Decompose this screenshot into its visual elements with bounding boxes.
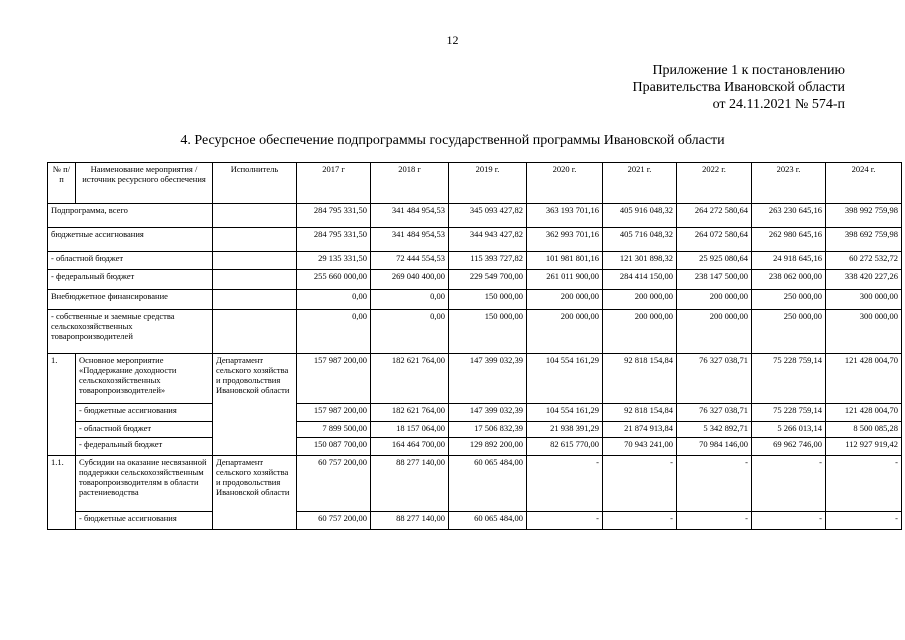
table-row: [48, 204, 902, 228]
table-header-row: [48, 163, 902, 204]
appendix-header: [633, 62, 845, 113]
cell-2024: 300 000,00: [826, 310, 902, 354]
header-2023: 2023 г.: [752, 163, 826, 204]
cell-2023: 238 062 000,00: [752, 270, 826, 290]
row-label: - бюджетные ассигнования: [76, 512, 213, 530]
resource-table: [47, 162, 902, 530]
cell-2024: 338 420 227,26: [826, 270, 902, 290]
cell-2024: 8 500 085,28: [826, 422, 902, 438]
cell-2024: 112 927 919,42: [826, 438, 902, 456]
table-row: [48, 310, 902, 354]
row-label: Подпрограмма, всего: [48, 204, 213, 228]
cell-2023: 250 000,00: [752, 310, 826, 354]
cell-2017: 60 757 200,00: [297, 512, 371, 530]
cell-2017: 284 795 331,50: [297, 228, 371, 252]
cell-2019: 344 943 427,82: [449, 228, 527, 252]
header-executor: Исполнитель: [213, 163, 297, 204]
row-label: - областной бюджет: [76, 422, 213, 438]
header-num: № п/п: [48, 163, 76, 204]
cell-2021: 92 818 154,84: [603, 404, 677, 422]
cell-2021: 405 916 048,32: [603, 204, 677, 228]
cell-2023: 69 962 746,00: [752, 438, 826, 456]
table-row: [48, 270, 902, 290]
cell-2022: 25 925 080,64: [677, 252, 752, 270]
table-row: [48, 438, 902, 456]
header-2018: 2018 г: [371, 163, 449, 204]
cell-2023: 5 266 013,14: [752, 422, 826, 438]
cell-2022: 200 000,00: [677, 310, 752, 354]
cell-2018: 182 621 764,00: [371, 404, 449, 422]
cell-2018: 341 484 954,53: [371, 204, 449, 228]
cell-2018: 269 040 400,00: [371, 270, 449, 290]
cell-2020: 200 000,00: [527, 290, 603, 310]
cell-2018: 182 621 764,00: [371, 354, 449, 404]
cell-2022: 76 327 038,71: [677, 354, 752, 404]
item-executor: Департамент сельского хозяйства и продовольствия Ивановской области: [213, 354, 297, 456]
header-2017: 2017 г: [297, 163, 371, 204]
cell-2017: 60 757 200,00: [297, 456, 371, 512]
header-2019: 2019 г.: [449, 163, 527, 204]
cell-2021: -: [603, 456, 677, 512]
cell-2022: 200 000,00: [677, 290, 752, 310]
cell-2023: 75 228 759,14: [752, 404, 826, 422]
cell-2020: 362 993 701,16: [527, 228, 603, 252]
cell-2018: 72 444 554,53: [371, 252, 449, 270]
cell-2020: 363 193 701,16: [527, 204, 603, 228]
cell-2023: -: [752, 456, 826, 512]
cell-2019: 150 000,00: [449, 310, 527, 354]
row-label: - федеральный бюджет: [76, 438, 213, 456]
row-label: - собственные и заемные средства сельскохозяйственных товаропроизводителей: [48, 310, 213, 354]
row-label: Внебюджетное финансирование: [48, 290, 213, 310]
cell-2023: 263 230 645,16: [752, 204, 826, 228]
cell-2017: 150 087 700,00: [297, 438, 371, 456]
cell-2022: -: [677, 512, 752, 530]
appendix-line-3: от 24.11.2021 № 574-п: [712, 97, 845, 112]
cell-2022: 264 072 580,64: [677, 228, 752, 252]
cell-2024: 121 428 004,70: [826, 354, 902, 404]
cell-2019: 115 393 727,82: [449, 252, 527, 270]
cell-2021: 92 818 154,84: [603, 354, 677, 404]
cell-2021: 200 000,00: [603, 290, 677, 310]
item-number: 1.: [48, 354, 76, 456]
table-row: [48, 354, 902, 404]
cell-2024: -: [826, 456, 902, 512]
cell-2019: 17 506 832,39: [449, 422, 527, 438]
table-row: [48, 404, 902, 422]
row-label: - областной бюджет: [48, 252, 213, 270]
cell-2018: 0,00: [371, 310, 449, 354]
cell-2019: 60 065 484,00: [449, 456, 527, 512]
cell-2021: 200 000,00: [603, 310, 677, 354]
header-2020: 2020 г.: [527, 163, 603, 204]
cell-2024: 300 000,00: [826, 290, 902, 310]
cell-2020: 101 981 801,16: [527, 252, 603, 270]
cell-2024: 398 992 759,98: [826, 204, 902, 228]
cell-2020: 104 554 161,29: [527, 354, 603, 404]
cell-2023: 250 000,00: [752, 290, 826, 310]
cell-2022: 70 984 146,00: [677, 438, 752, 456]
cell-2018: 164 464 700,00: [371, 438, 449, 456]
cell-2021: 284 414 150,00: [603, 270, 677, 290]
cell-2022: 238 147 500,00: [677, 270, 752, 290]
header-2022: 2022 г.: [677, 163, 752, 204]
cell-2019: 150 000,00: [449, 290, 527, 310]
table-row: [48, 422, 902, 438]
table-row: [48, 252, 902, 270]
cell-2020: -: [527, 456, 603, 512]
cell-2023: 75 228 759,14: [752, 354, 826, 404]
header-2024: 2024 г.: [826, 163, 902, 204]
cell-2023: -: [752, 512, 826, 530]
cell-2017: 284 795 331,50: [297, 204, 371, 228]
table-row: [48, 456, 902, 512]
item-executor: Департамент сельского хозяйства и продовольствия Ивановской области: [213, 456, 297, 530]
appendix-line-1: Приложение 1 к постановлению: [652, 63, 845, 78]
table-row: [48, 290, 902, 310]
cell-2017: 157 987 200,00: [297, 354, 371, 404]
cell-2020: 261 011 900,00: [527, 270, 603, 290]
table-row: [48, 512, 902, 530]
cell-2020: 82 615 770,00: [527, 438, 603, 456]
cell-2019: 60 065 484,00: [449, 512, 527, 530]
cell-2021: 121 301 898,32: [603, 252, 677, 270]
cell-2017: 157 987 200,00: [297, 404, 371, 422]
document-title: 4. Ресурсное обеспечение подпрограммы государственной программы Ивановской области: [180, 133, 725, 148]
cell-2019: 147 399 032,39: [449, 404, 527, 422]
cell-2020: -: [527, 512, 603, 530]
cell-2021: 405 716 048,32: [603, 228, 677, 252]
cell-2021: -: [603, 512, 677, 530]
cell-2017: 7 899 500,00: [297, 422, 371, 438]
item-number: 1.1.: [48, 456, 76, 530]
cell-2018: 341 484 954,53: [371, 228, 449, 252]
page-number: 12: [446, 33, 459, 47]
row-label: - бюджетные ассигнования: [76, 404, 213, 422]
cell-2018: 88 277 140,00: [371, 456, 449, 512]
cell-2024: 60 272 532,72: [826, 252, 902, 270]
item-name: Субсидии на оказание несвязанной поддержки сельскохозяйственным товаропроизводителям в области растениеводства: [76, 456, 213, 512]
cell-2019: 147 399 032,39: [449, 354, 527, 404]
cell-2020: 21 938 391,29: [527, 422, 603, 438]
cell-2020: 200 000,00: [527, 310, 603, 354]
appendix-line-2: Правительства Ивановской области: [632, 80, 845, 95]
cell-2021: 21 874 913,84: [603, 422, 677, 438]
cell-2017: 255 660 000,00: [297, 270, 371, 290]
cell-2024: 398 692 759,98: [826, 228, 902, 252]
cell-2023: 262 980 645,16: [752, 228, 826, 252]
header-name: Наименование мероприятия / источник ресурсного обеспечения: [76, 163, 213, 204]
row-label: бюджетные ассигнования: [48, 228, 213, 252]
cell-2020: 104 554 161,29: [527, 404, 603, 422]
cell-2018: 88 277 140,00: [371, 512, 449, 530]
item-name: Основное мероприятие «Поддержание доходности сельскохозяйственных товаропроизводителей»: [76, 354, 213, 404]
cell-2017: 0,00: [297, 310, 371, 354]
cell-2019: 129 892 200,00: [449, 438, 527, 456]
header-2021: 2021 г.: [603, 163, 677, 204]
cell-2023: 24 918 645,16: [752, 252, 826, 270]
cell-2017: 29 135 331,50: [297, 252, 371, 270]
cell-2022: 5 342 892,71: [677, 422, 752, 438]
table-row: [48, 228, 902, 252]
cell-2017: 0,00: [297, 290, 371, 310]
cell-2022: 76 327 038,71: [677, 404, 752, 422]
cell-2024: 121 428 004,70: [826, 404, 902, 422]
cell-2022: -: [677, 456, 752, 512]
cell-2024: -: [826, 512, 902, 530]
cell-2018: 0,00: [371, 290, 449, 310]
cell-2021: 70 943 241,00: [603, 438, 677, 456]
cell-2019: 345 093 427,82: [449, 204, 527, 228]
cell-2022: 264 272 580,64: [677, 204, 752, 228]
cell-2018: 18 157 064,00: [371, 422, 449, 438]
cell-2019: 229 549 700,00: [449, 270, 527, 290]
row-label: - федеральный бюджет: [48, 270, 213, 290]
